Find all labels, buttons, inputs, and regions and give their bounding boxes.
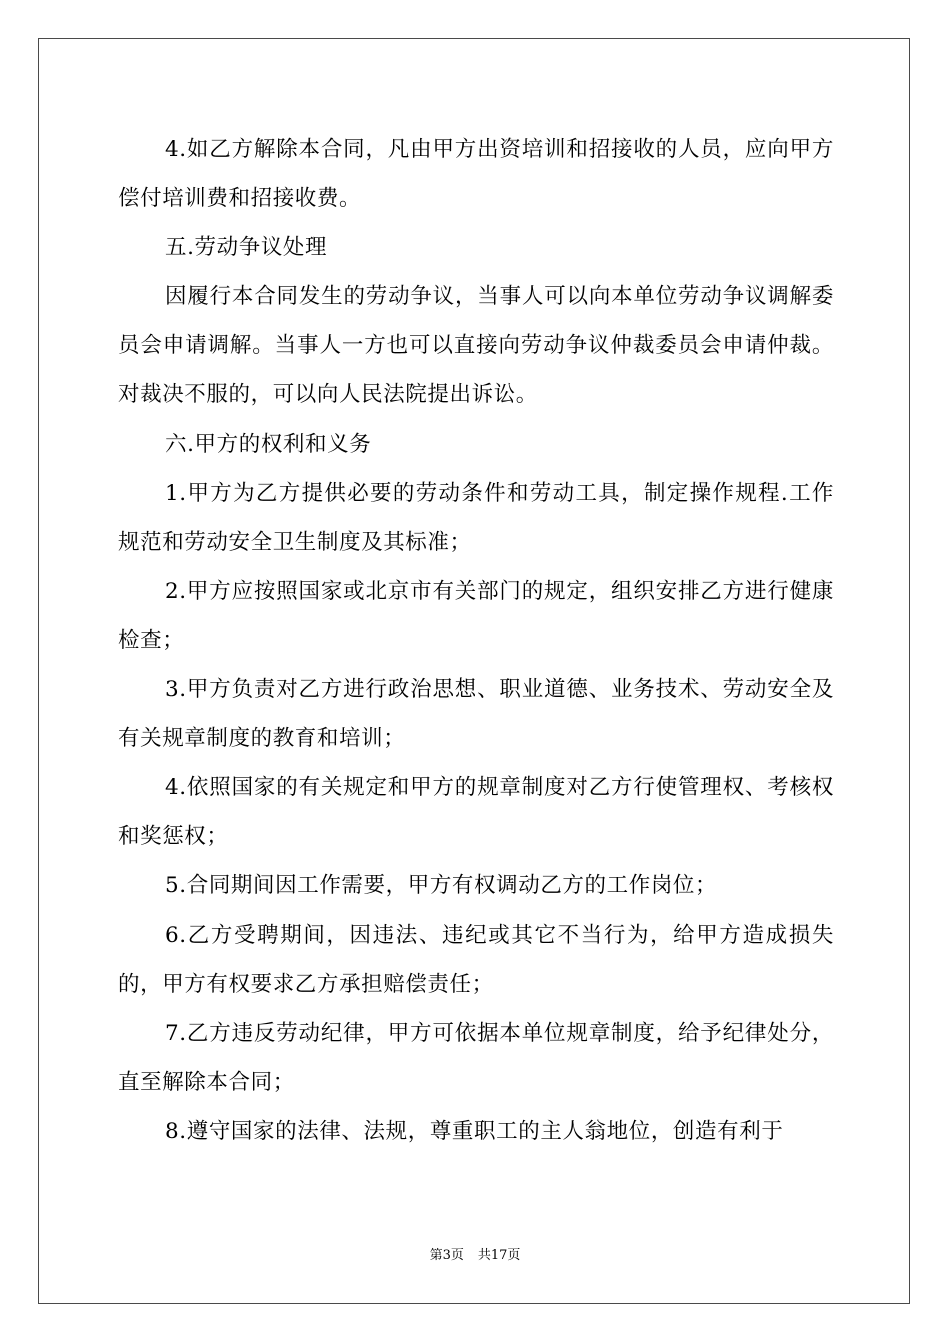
paragraph: 4.依照国家的有关规定和甲方的规章制度对乙方行使管理权、考核权和奖惩权； (118, 775, 834, 850)
paragraph: 8.遵守国家的法律、法规，尊重职工的主人翁地位，创造有利于 (165, 1118, 784, 1144)
paragraph: 4.如乙方解除本合同，凡由甲方出资培训和招接收的人员，应向甲方偿付培训费和招接收费。 (118, 137, 834, 212)
page-number: 第3页 (429, 1248, 464, 1263)
paragraph: 6.乙方受聘期间，因违法、违纪或其它不当行为，给甲方造成损失的，甲方有权要求乙方承担赔偿责任； (118, 922, 834, 997)
paragraph: 1.甲方为乙方提供必要的劳动条件和劳动工具，制定操作规程.工作规范和劳动安全卫生制度及其标准； (118, 480, 834, 555)
paragraph: 2.甲方应按照国家或北京市有关部门的规定，组织安排乙方进行健康检查； (118, 578, 834, 653)
paragraph: 7.乙方违反劳动纪律，甲方可依据本单位规章制度，给予纪律处分，直至解除本合同； (118, 1020, 834, 1095)
paragraph: 3.甲方负责对乙方进行政治思想、职业道德、业务技术、劳动安全及有关规章制度的教育和培训； (118, 677, 834, 752)
section-heading: 六.甲方的权利和义务 (165, 431, 372, 457)
document-body (118, 125, 834, 1156)
page-total: 共17页 (477, 1248, 521, 1263)
paragraph: 5.合同期间因工作需要，甲方有权调动乙方的工作岗位； (165, 873, 718, 899)
page-footer (0, 1247, 950, 1265)
paragraph: 因履行本合同发生的劳动争议，当事人可以向本单位劳动争议调解委员会申请调解。当事人一方也可以直接向劳动争议仲裁委员会申请仲裁。对裁决不服的，可以向人民法院提出诉讼。 (118, 284, 834, 408)
section-heading: 五.劳动争议处理 (165, 235, 328, 261)
